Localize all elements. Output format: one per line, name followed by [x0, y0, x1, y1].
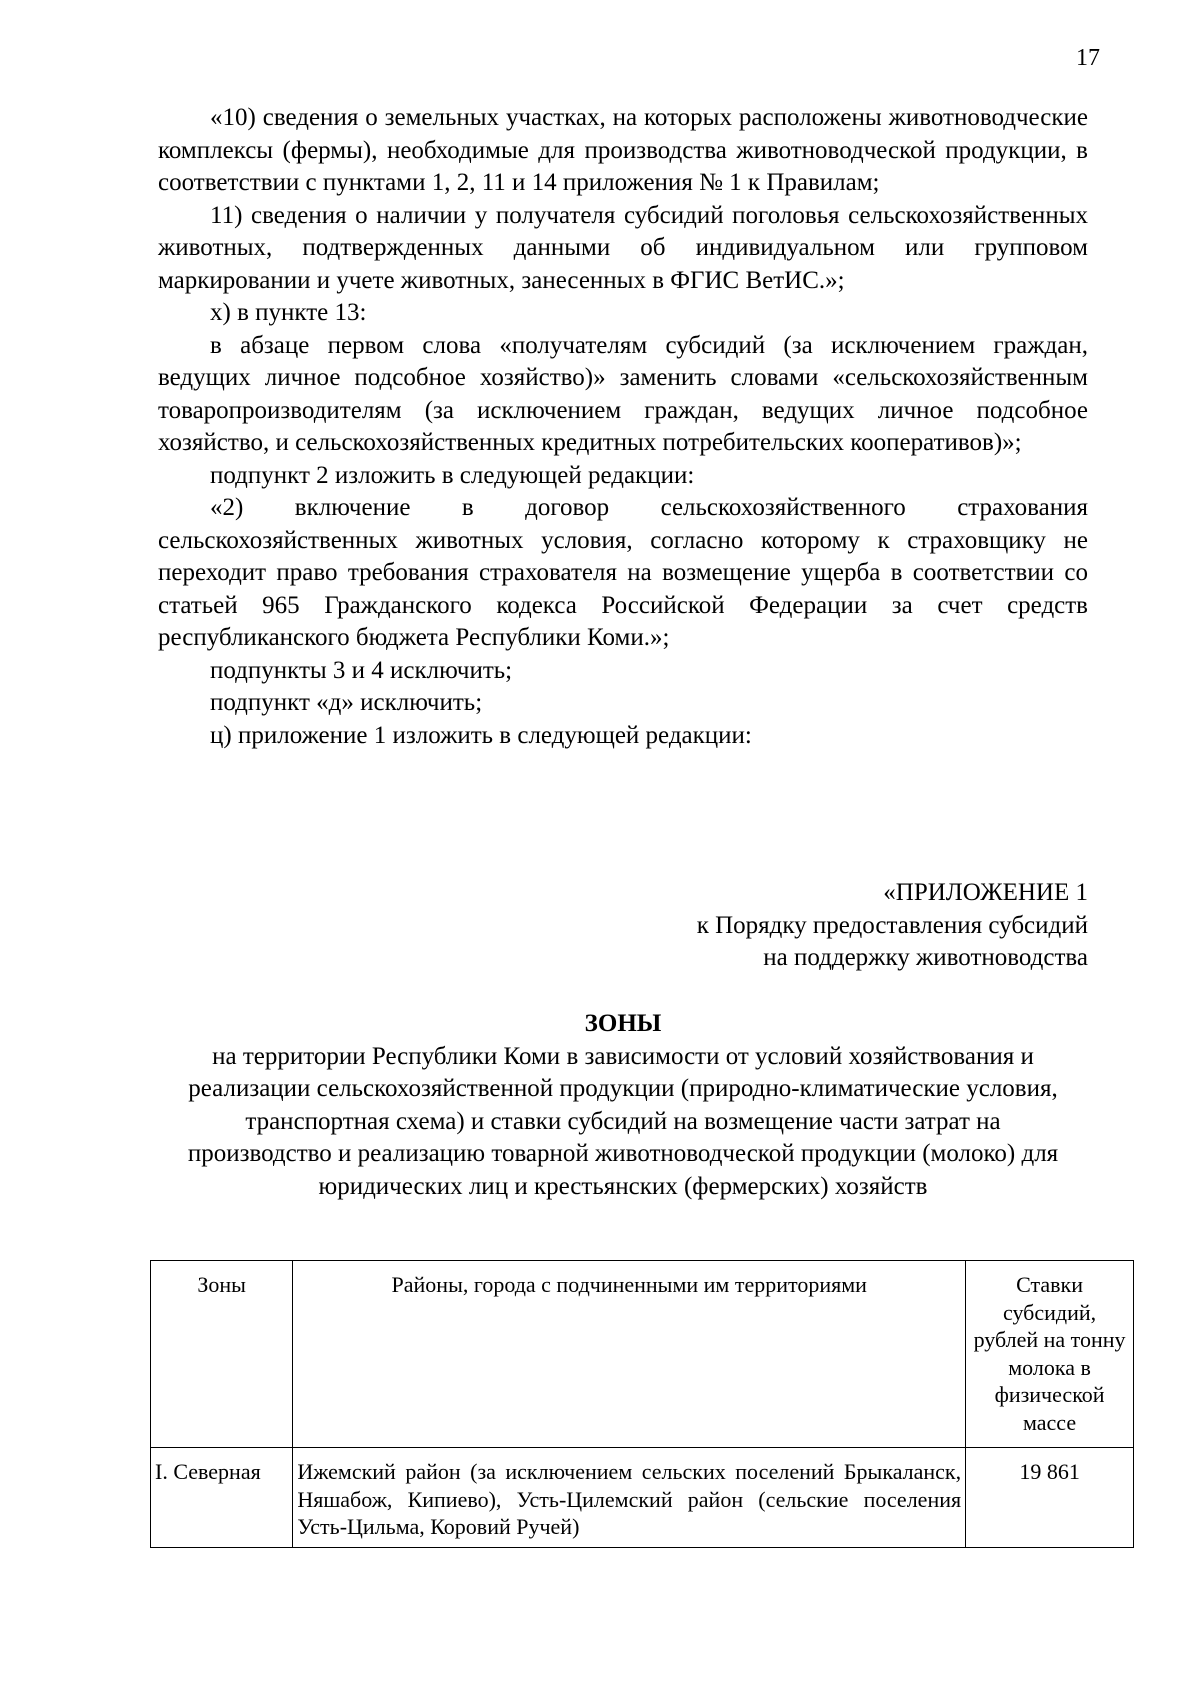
header-zones: Зоны — [151, 1261, 293, 1448]
header-areas: Районы, города с подчиненными им территориями — [293, 1261, 966, 1448]
paragraph-item-11: 11) сведения о наличии у получателя субсидий поголовья сельскохозяйственных животных, подтвержденных данными об индивидуальном или групповом маркировании и учете животных, занесенных в ФГИС ВетИС.»; — [158, 201, 1088, 294]
paragraph-clause-ts: ц) приложение 1 изложить в следующей редакции: — [210, 721, 752, 749]
header-rates: Ставки субсидий, рублей на тонну молока в физической массе — [966, 1261, 1134, 1448]
paragraph-item-10: «10) сведения о земельных участках, на которых расположены животноводческие комплексы (фермы), необходимые для производства животноводческой продукции, в соответствии с пунктами 1, 2, 11 и 14 приложения № 1 к Правилам; — [158, 104, 1088, 196]
paragraph-subclauses-3-4: подпункты 3 и 4 исключить; — [210, 656, 513, 684]
paragraph-subclause-2-text: «2) включение в договор сельскохозяйственного страхования сельскохозяйственных животных условия, согласно которому к страховщику не переходит право требования страхователя на возмещение ущерба в соответствии со статьей 965 Гражданского кодекса Российской Федерации за счет средств республиканского бюджета Республики Коми.»; — [158, 494, 1088, 651]
appendix-header — [560, 877, 1088, 975]
appendix-subtitle-line1: к Порядку предоставления субсидий — [696, 911, 1088, 939]
paragraph-clause-x: х) в пункте 13: — [210, 299, 367, 326]
cell-zone: I. Северная — [151, 1448, 293, 1548]
appendix-title: «ПРИЛОЖЕНИЕ 1 — [883, 879, 1088, 906]
table-row — [151, 1448, 1134, 1548]
paragraph-replace-words: в абзаце первом слова «получателям субсидий (за исключением граждан, ведущих личное подсобное хозяйство)» заменить словами «сельскохозяйственным товаропроизводителям (за исключением граждан, ведущих личное подсобное хозяйство, и сельскохозяйственных кредитных потребительских кооперативов)»; — [158, 331, 1088, 456]
zones-table — [150, 1260, 1134, 1548]
paragraph-subclause-2-intro: подпункт 2 изложить в следующей редакции: — [210, 461, 695, 489]
appendix-subtitle-line2: на поддержку животноводства — [763, 944, 1088, 971]
paragraph-subclause-d: подпункт «д» исключить; — [210, 689, 483, 716]
body-text — [158, 102, 1088, 752]
zones-heading: ЗОНЫ — [584, 1010, 662, 1037]
table-header-row — [151, 1261, 1134, 1448]
zones-title-block — [158, 1008, 1088, 1203]
cell-rate: 19 861 — [966, 1448, 1134, 1548]
cell-areas: Ижемский район (за исключением сельских поселений Брыкаланск, Няшабож, Кипиево), Усть-Цилемский район (сельские поселения Усть-Цильма, Коровий Ручей) — [293, 1448, 966, 1548]
page-number: 17 — [1076, 45, 1100, 71]
zones-subtitle: на территории Республики Коми в зависимости от условий хозяйствования и реализации сельскохозяйственной продукции (природно-климатические условия, транспортная схема) и ставки субсидий на возмещение части затрат на производство и реализацию товарной животноводческой продукции (молоко) для юридических лиц и крестьянских (фермерских) хозяйств — [187, 1042, 1059, 1200]
